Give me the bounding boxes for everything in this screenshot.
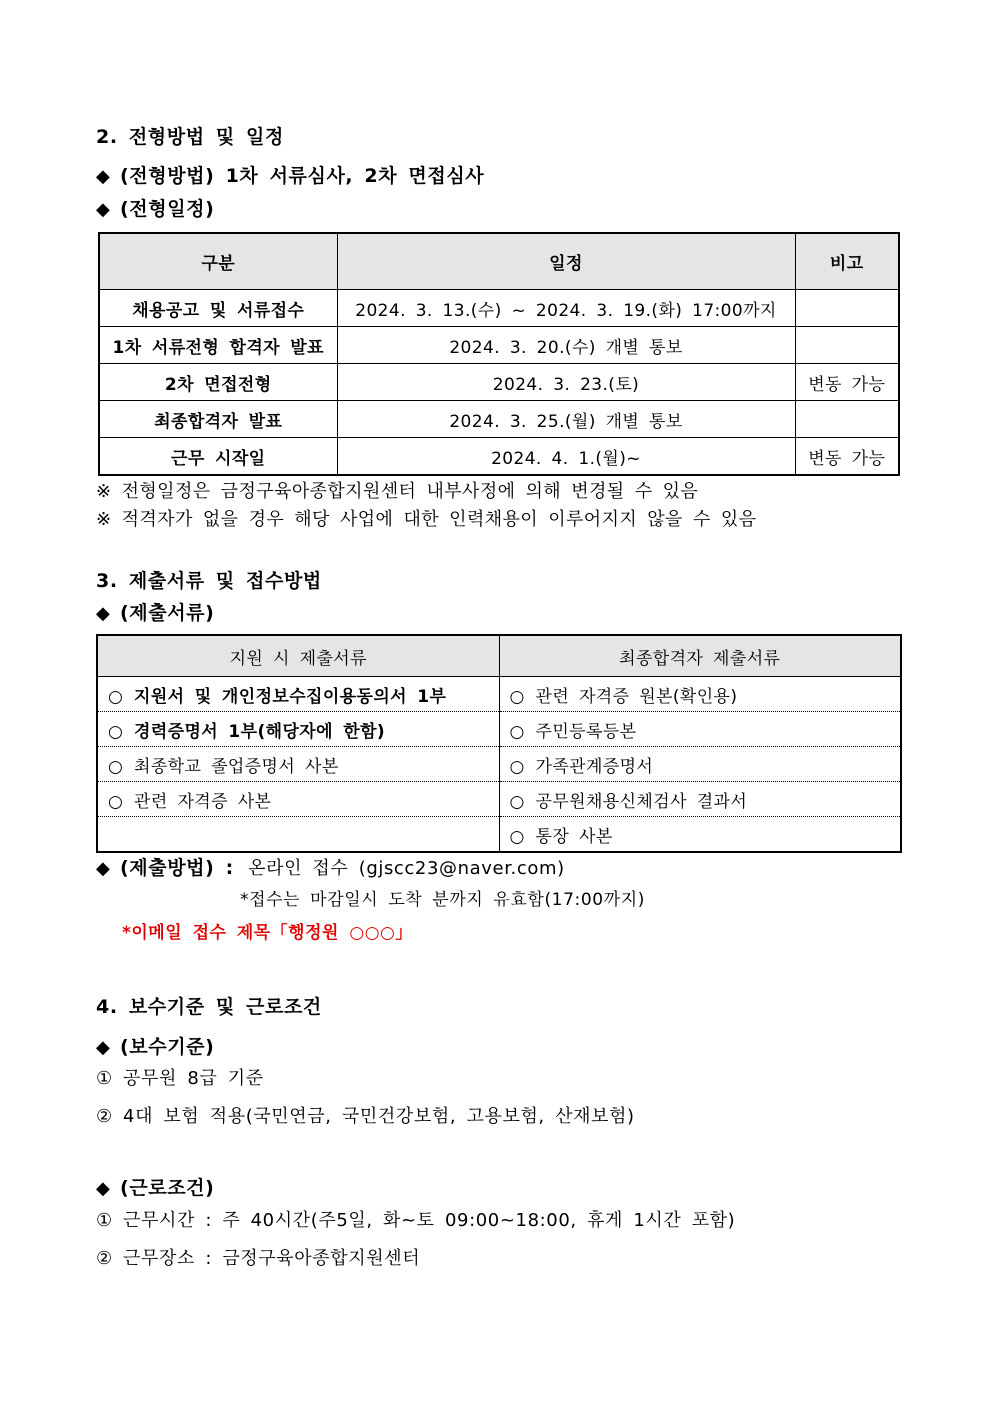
row-date: 2024. 3. 25.(월) 개별 통보 [337,401,795,438]
method-line [96,161,484,188]
schedule-line [96,194,214,221]
circle-icon: ○ [108,756,124,777]
final-doc-text: 통장 사본 [535,826,613,847]
circle-icon: ○ [509,756,525,777]
row-note [795,327,899,364]
row-date: 2024. 3. 13.(수) ~ 2024. 3. 19.(화) 17:00까지 [337,290,795,327]
header-category: 구분 [99,233,337,290]
diamond-icon: ◆ [96,1178,111,1199]
table-row [99,438,899,476]
row-date: 2024. 3. 23.(토) [337,364,795,401]
apply-doc-item [97,677,499,712]
row-label: 2차 면접전형 [99,364,337,401]
submit-method-line [96,853,565,880]
table-header-row [97,635,901,677]
row-note: 변동 가능 [795,364,899,401]
submit-method-label: (제출방법) : [120,857,234,879]
pay-item: ① 공무원 8급 기준 [96,1068,264,1089]
apply-doc-item [97,747,499,782]
table-row [97,747,901,782]
table-row [99,327,899,364]
docs-label: (제출서류) [120,602,215,624]
section2-heading: 2. 전형방법 및 일정 [96,126,284,148]
circle-icon: ○ [509,721,525,742]
diamond-icon: ◆ [96,603,111,624]
final-doc-item [499,677,901,712]
table-row [97,817,901,853]
work-item: ② 근무장소 : 금정구육아종합지원센터 [96,1248,421,1269]
final-doc-item [499,817,901,853]
circle-icon: ○ [108,791,124,812]
apply-doc-text: 관련 자격증 사본 [134,791,272,812]
table-row [99,401,899,438]
table-header-row [99,233,899,290]
work-item: ① 근무시간 : 주 40시간(주5일, 화~토 09:00~18:00, 휴게 1시간 포함) [96,1210,736,1231]
final-doc-item [499,747,901,782]
method-text: (전형방법) 1차 서류심사, 2차 면접심사 [120,165,485,187]
row-label: 근무 시작일 [99,438,337,476]
diamond-icon: ◆ [96,166,111,187]
submit-method-note: *접수는 마감일시 도착 분까지 유효함(17:00까지) [240,890,645,910]
diamond-icon: ◆ [96,858,111,879]
documents-table [96,634,902,853]
row-label: 채용공고 및 서류접수 [99,290,337,327]
row-label: 최종합격자 발표 [99,401,337,438]
header-final-docs: 최종합격자 제출서류 [499,635,901,677]
table-row [97,712,901,747]
apply-doc-text: 지원서 및 개인정보수집이용동의서 1부 [134,686,447,707]
final-doc-item [499,782,901,817]
final-doc-item [499,712,901,747]
docs-line [96,598,214,625]
schedule-label: (전형일정) [120,198,215,220]
pay-item: ② 4대 보험 적용(국민연금, 국민건강보험, 고용보험, 산재보험) [96,1106,635,1127]
row-note [795,290,899,327]
apply-doc-item [97,712,499,747]
apply-doc-text: 경력증명서 1부(해당자에 한함) [134,721,386,742]
work-line [96,1173,214,1200]
submit-method-text: 온라인 접수 (gjscc23@naver.com) [248,858,565,879]
pay-label: (보수기준) [120,1036,215,1058]
email-subject-note: *이메일 접수 제목「행정원 ○○○」 [122,923,413,943]
row-date: 2024. 4. 1.(월)~ [337,438,795,476]
table-row [99,364,899,401]
header-schedule: 일정 [337,233,795,290]
row-note: 변동 가능 [795,438,899,476]
section3-heading: 3. 제출서류 및 접수방법 [96,570,322,592]
circle-icon: ○ [509,791,525,812]
apply-doc-item-empty [97,817,499,853]
row-label: 1차 서류전형 합격자 발표 [99,327,337,364]
diamond-icon: ◆ [96,199,111,220]
final-doc-text: 가족관계증명서 [535,756,654,777]
row-note [795,401,899,438]
row-date: 2024. 3. 20.(수) 개별 통보 [337,327,795,364]
circle-icon: ○ [509,686,525,707]
schedule-note-2: ※ 적격자가 없을 경우 해당 사업에 대한 인력채용이 이루어지지 않을 수 있음 [96,509,757,530]
section4-heading: 4. 보수기준 및 근로조건 [96,996,322,1018]
header-remark: 비고 [795,233,899,290]
table-row [97,677,901,712]
diamond-icon: ◆ [96,1037,111,1058]
circle-icon: ○ [509,826,525,847]
work-label: (근로조건) [120,1177,215,1199]
circle-icon: ○ [108,721,124,742]
apply-doc-text: 최종학교 졸업증명서 사본 [134,756,339,777]
pay-line [96,1032,214,1059]
schedule-table [98,232,900,476]
schedule-note-1: ※ 전형일정은 금정구육아종합지원센터 내부사정에 의해 변경될 수 있음 [96,481,699,502]
final-doc-text: 공무원채용신체검사 결과서 [535,791,748,812]
table-row [97,782,901,817]
final-doc-text: 관련 자격증 원본(확인용) [535,686,738,707]
final-doc-text: 주민등록등본 [535,721,637,742]
table-row [99,290,899,327]
apply-doc-item [97,782,499,817]
circle-icon: ○ [108,686,124,707]
header-apply-docs: 지원 시 제출서류 [97,635,499,677]
